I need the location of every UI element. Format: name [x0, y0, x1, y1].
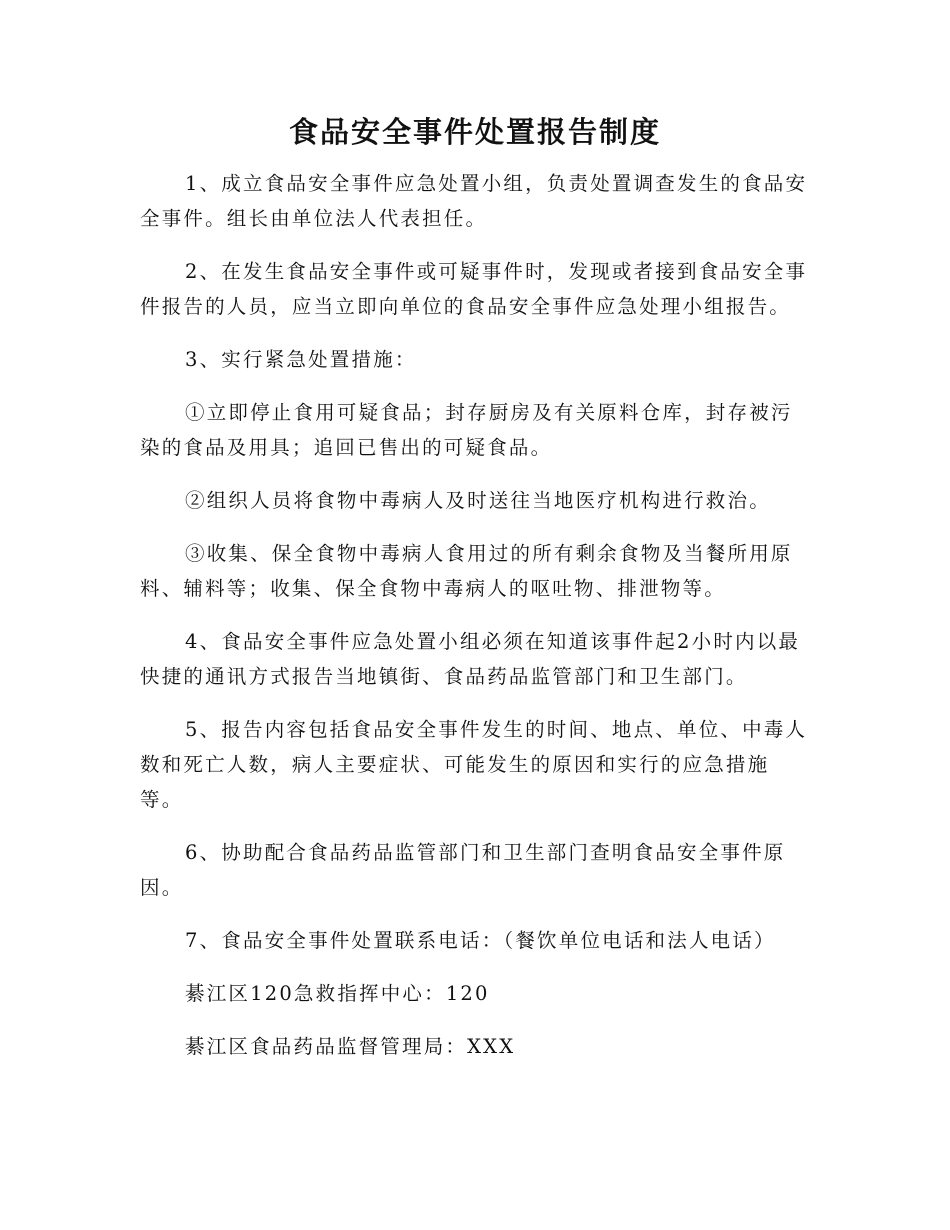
paragraph-4: 4、食品安全事件应急处置小组必须在知道该事件起2小时内以最快捷的通讯方式报告当地镇街、食品药品监管部门和卫生部门。: [140, 630, 801, 688]
paragraph-5: 5、报告内容包括食品安全事件发生的时间、地点、单位、中毒人数和死亡人数，病人主要症状、可能发生的原因和实行的应急措施等。: [140, 718, 808, 811]
contact-food-drug-bureau: 綦江区食品药品监督管理局：XXX: [185, 1035, 516, 1058]
measure-item-3: ③收集、保全食物中毒病人食用过的所有剩余食物及当餐所用原料、辅料等；收集、保全食物中毒病人的呕吐物、排泄物等。: [140, 542, 793, 600]
contact-emergency-center: 綦江区120急救指挥中心：120: [185, 982, 490, 1005]
document-title: 食品安全事件处置报告制度: [288, 115, 661, 149]
paragraph-7: 7、食品安全事件处置联系电话：（餐饮单位电话和法人电话）: [185, 929, 776, 952]
document-body: [140, 166, 808, 1082]
measure-item-2: ②组织人员将食物中毒病人及时送往当地医疗机构进行救治。: [185, 489, 771, 512]
paragraph-3: 3、实行紧急处置措施：: [185, 348, 417, 371]
paragraph-1: 1、成立食品安全事件应急处置小组，负责处置调查发生的食品安全事件。组长由单位法人代表担任。: [140, 172, 808, 230]
paragraph-6: 6、协助配合食品药品监管部门和卫生部门查明食品安全事件原因。: [140, 841, 786, 899]
measure-item-1: ①立即停止食用可疑食品；封存厨房及有关原料仓库，封存被污染的食品及用具；追回已售出的可疑食品。: [140, 401, 793, 459]
paragraph-2: 2、在发生食品安全事件或可疑事件时，发现或者接到食品安全事件报告的人员，应当立即向单位的食品安全事件应急处理小组报告。: [140, 260, 808, 318]
